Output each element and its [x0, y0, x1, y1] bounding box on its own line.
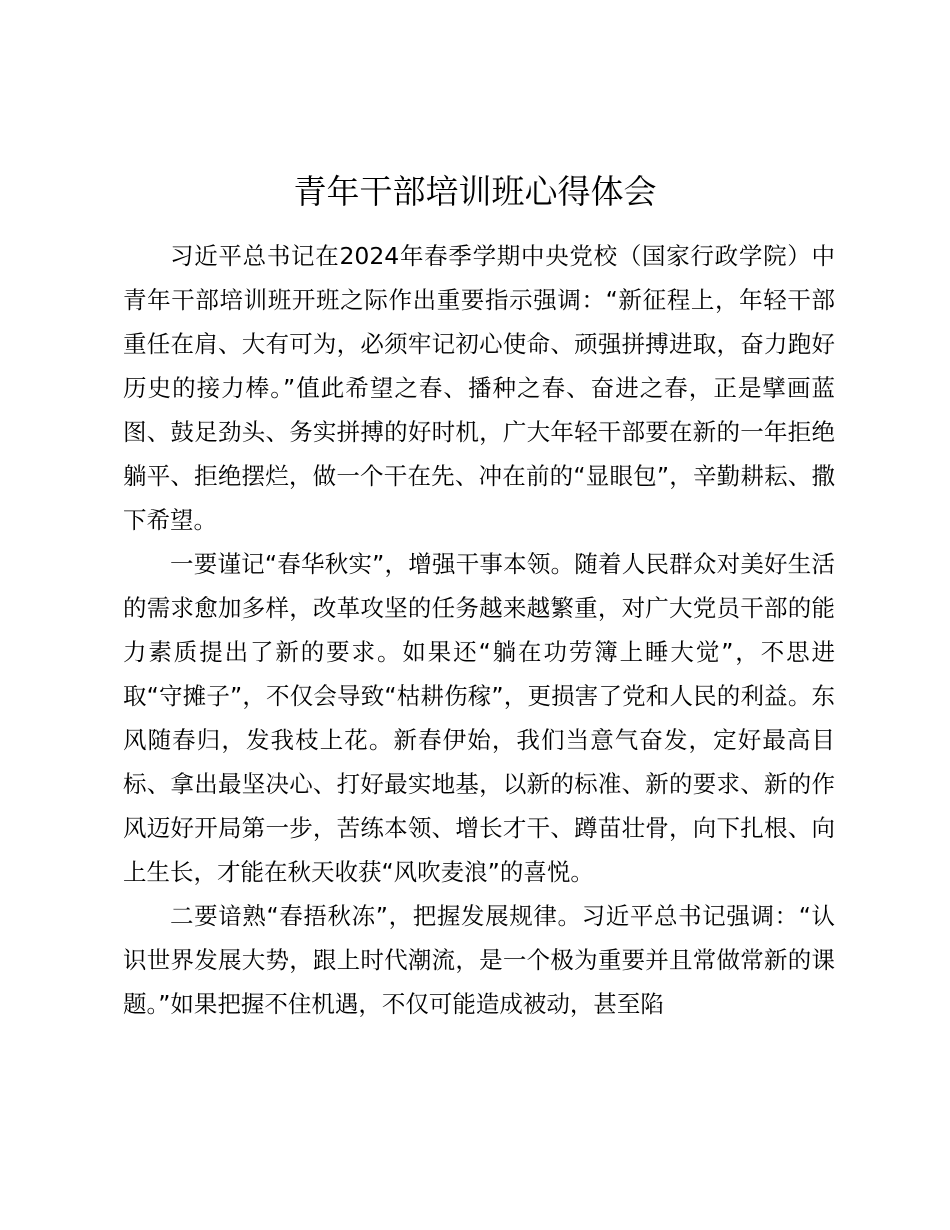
document-title: 青年干部培训班心得体会	[293, 172, 657, 211]
paragraph-point-one: 一要谨记“春华秋实”，增强干事本领。随着人民群众对美好生活的需求愈加多样，改革攻坚的任务越来越繁重，对广大党员干部的能力素质提出了新的要求。如果还“躺在功劳簿上睡大觉”，不思进取“守摊子”，不仅会导致“枯耕伤稼”，更损害了党和人民的利益。东风随春归，发我枝上花。新春伊始，我们当意气奋发，定好最高目标、拿出最坚决心、打好最实地基，以新的标准、新的要求、新的作风迈好开局第一步，苦练本领、增长才干、蹲苗壮骨，向下扎根、向上生长，才能在秋天收获“风吹麦浪”的喜悦。	[123, 550, 835, 886]
document-body	[123, 234, 835, 1026]
paragraph-point-two: 二要谙熟“春捂秋冻”，把握发展规律。习近平总书记强调：“认识世界发展大势，跟上时代潮流，是一个极为重要并且常做常新的课题。”如果把握不住机遇，不仅可能造成被动，甚至陷	[123, 902, 835, 1018]
paragraph-intro: 习近平总书记在2024年春季学期中央党校（国家行政学院）中青年干部培训班开班之际作出重要指示强调：“新征程上，年轻干部重任在肩、大有可为，必须牢记初心使命、顽强拼搏进取，奋力跑好历史的接力棒。”值此希望之春、播种之春、奋进之春，正是擘画蓝图、鼓足劲头、务实拼搏的好时机，广大年轻干部要在新的一年拒绝躺平、拒绝摆烂，做一个干在先、冲在前的“显眼包”，辛勤耕耘、撒下希望。	[123, 242, 835, 534]
